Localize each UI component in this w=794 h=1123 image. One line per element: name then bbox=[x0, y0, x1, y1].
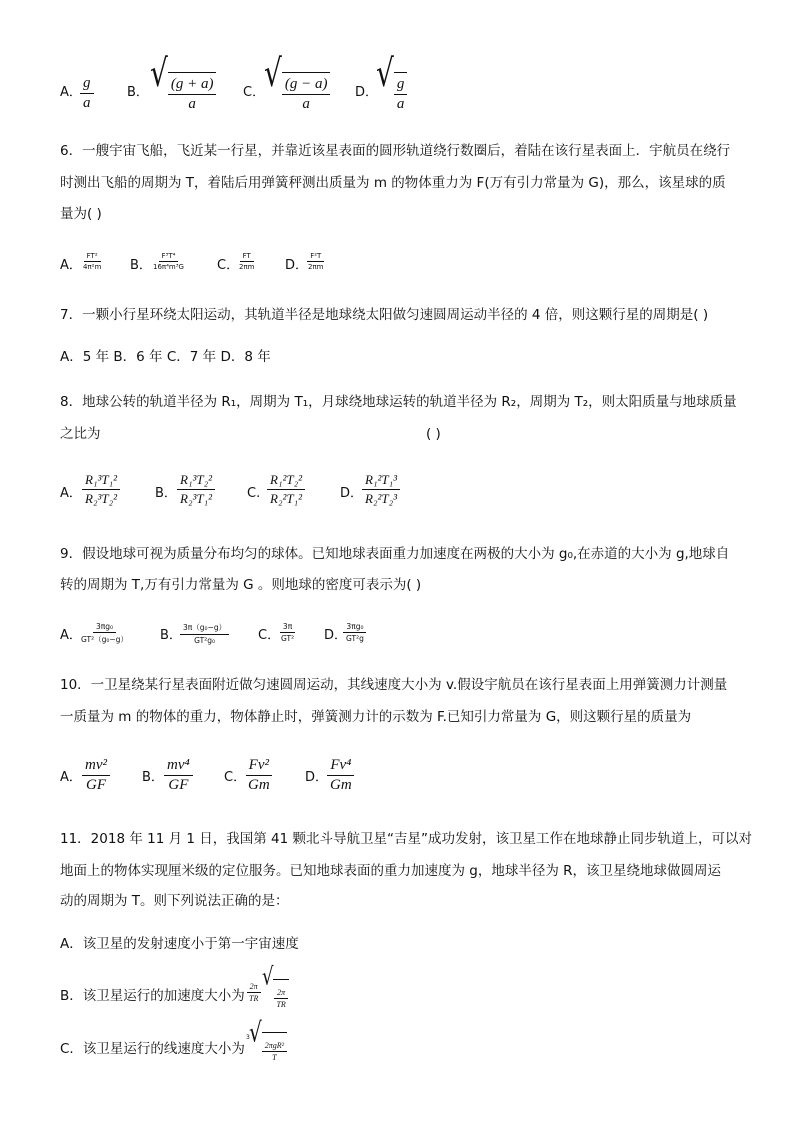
q10-option-c-label: C． bbox=[224, 770, 247, 785]
fraction-numerator: g bbox=[394, 76, 408, 95]
q5-option-c-label: C． bbox=[243, 85, 266, 100]
q8-answer-blank: ( ) bbox=[426, 426, 441, 442]
q5-option-d-fraction bbox=[394, 76, 408, 113]
fraction-numerator: 2π bbox=[274, 988, 288, 999]
q6-option-b-label: B． bbox=[130, 258, 152, 273]
q6-option-c-label: C． bbox=[217, 258, 240, 273]
fraction-denominator: GT²g bbox=[346, 634, 364, 643]
q11-stem-line-1: 11．2018 年 11 月 1 日，我国第 41 颗北斗导航卫星“吉星”成功发射，该卫星工作在地球静止同步轨道上，可以对 bbox=[60, 831, 753, 847]
fraction-denominator: 16π⁴m³G bbox=[153, 263, 184, 271]
q11-option-c-cube-root bbox=[249, 1016, 287, 1062]
fraction-denominator: GT² bbox=[281, 634, 295, 643]
q9-option-c-fraction bbox=[278, 622, 297, 643]
q11-option-b: B．该卫星运行的加速度大小为 bbox=[60, 988, 245, 1004]
fraction-numerator: FT² bbox=[84, 252, 101, 262]
q11-option-b-fraction-1 bbox=[246, 982, 261, 1003]
q7-options: A．5 年 B．6 年 C．7 年 D．8 年 bbox=[60, 349, 271, 365]
q6-option-d-fraction bbox=[305, 252, 327, 271]
fraction-numerator: R₁²T₁³ bbox=[362, 472, 400, 490]
q5-option-b-sqrt bbox=[150, 50, 216, 113]
q5-option-a-label: A． bbox=[60, 85, 82, 100]
q11-option-b-fraction-2 bbox=[273, 988, 288, 1009]
q8-option-a-label: A． bbox=[60, 486, 82, 501]
fraction-denominator: TR bbox=[276, 1000, 286, 1009]
fraction-denominator: T bbox=[272, 1053, 277, 1062]
q9-option-b-label: B． bbox=[160, 628, 182, 643]
fraction-denominator: R₂²T₂³ bbox=[365, 491, 398, 506]
fraction-denominator: R₂³T₂² bbox=[85, 491, 118, 506]
fraction-denominator: 2πm bbox=[308, 263, 324, 271]
fraction-denominator: R₂³T₁² bbox=[180, 491, 213, 506]
fraction-numerator: R₁³T₂² bbox=[177, 472, 215, 490]
radical-sign: √ bbox=[262, 963, 274, 992]
fraction-denominator: GT²g₀ bbox=[194, 636, 215, 645]
fraction-numerator: 3πg₀ bbox=[343, 622, 366, 633]
q11-option-a: A．该卫星的发射速度小于第一宇宙速度 bbox=[60, 936, 299, 952]
q9-option-d-label: D． bbox=[324, 628, 348, 643]
q8-stem-line-1: 8．地球公转的轨道半径为 R₁，周期为 T₁，月球绕地球运转的轨道半径为 R₂，周期为 T₂，则太阳质量与地球质量 bbox=[60, 394, 737, 410]
q6-option-d-label: D． bbox=[285, 258, 309, 273]
q11-option-c-root-index: 3 bbox=[246, 1034, 250, 1041]
q8-stem-line-2: 之比为 bbox=[60, 426, 101, 442]
q8-option-d-fraction bbox=[362, 472, 400, 507]
q6-option-a-fraction bbox=[80, 252, 104, 271]
radical-sign: √ bbox=[150, 50, 168, 96]
q11-option-c: C．该卫星运行的线速度大小为 bbox=[60, 1041, 245, 1057]
fraction-numerator: (g + a) bbox=[168, 76, 217, 95]
q5-option-d-sqrt bbox=[376, 50, 407, 113]
fraction-numerator: mv² bbox=[82, 757, 110, 776]
q5-option-b-fraction bbox=[168, 76, 217, 113]
q6-option-b-fraction bbox=[150, 252, 187, 271]
q6-option-c-fraction bbox=[236, 252, 258, 271]
q6-stem-line-2: 时测出飞船的周期为 T，着陆后用弹簧秤测出质量为 m 的物体重力为 F(万有引力常量为 G)，那么，该星球的质 bbox=[60, 175, 726, 191]
q10-stem-line-2: 一质量为 m 的物体的重力，物体静止时，弹簧测力计的示数为 F.已知引力常量为 G，则这颗行星的质量为 bbox=[60, 709, 692, 725]
fraction-numerator: Fv² bbox=[246, 757, 272, 776]
fraction-denominator: GT²（g₀−g） bbox=[81, 635, 128, 644]
fraction-numerator: R₁²T₂² bbox=[267, 472, 305, 490]
q10-option-a-fraction bbox=[82, 757, 110, 794]
fraction-denominator: TR bbox=[249, 994, 259, 1003]
fraction-numerator: Fv⁴ bbox=[327, 757, 354, 776]
radical-sign: √ bbox=[264, 50, 282, 96]
q10-option-d-fraction bbox=[327, 757, 355, 794]
q11-stem-line-3: 动的周期为 T。则下列说法正确的是： bbox=[60, 893, 289, 909]
fraction-numerator: (g − a) bbox=[282, 76, 331, 95]
fraction-denominator: Gm bbox=[248, 777, 270, 793]
fraction-denominator: GF bbox=[168, 777, 189, 793]
q8-option-c-fraction bbox=[267, 472, 305, 507]
fraction-denominator: a bbox=[396, 96, 405, 112]
fraction-denominator: 4π²m bbox=[83, 263, 102, 271]
q6-stem-line-1: 6．一艘宇宙飞船，飞近某一行星，并靠近该星表面的圆形轨道绕行数圈后，着陆在该行星表面上．宇航员在绕行 bbox=[60, 143, 731, 159]
q8-option-b-fraction bbox=[177, 472, 215, 507]
q11-option-b-sqrt bbox=[262, 963, 289, 1009]
fraction-numerator: 3π（g₀−g） bbox=[180, 622, 229, 635]
q6-stem-line-3: 量为( ) bbox=[60, 206, 102, 222]
fraction-numerator: 2π bbox=[247, 982, 261, 993]
radical-sign: √ bbox=[376, 50, 394, 96]
q5-option-d-label: D． bbox=[355, 85, 379, 100]
fraction-numerator: 3π bbox=[280, 622, 295, 633]
q9-stem-line-1: 9．假设地球可视为质量分布均匀的球体。已知地球表面重力加速度在两极的大小为 g₀,在赤道的大小为 g,地球自 bbox=[60, 546, 730, 562]
q6-option-a-label: A． bbox=[60, 258, 82, 273]
radical-sign: √ bbox=[249, 1016, 262, 1049]
fraction-denominator: 2πm bbox=[239, 263, 255, 271]
fraction-numerator: g bbox=[80, 75, 94, 94]
fraction-numerator: 2πgR² bbox=[262, 1041, 287, 1052]
q5-option-a-fraction bbox=[80, 75, 94, 112]
q10-option-b-label: B． bbox=[142, 770, 164, 785]
fraction-numerator: mv⁴ bbox=[164, 757, 193, 776]
q10-option-d-label: D． bbox=[305, 770, 329, 785]
q9-option-d-fraction bbox=[343, 622, 367, 643]
q8-option-b-label: B． bbox=[155, 486, 177, 501]
q8-option-c-label: C. bbox=[247, 486, 261, 501]
fraction-denominator: a bbox=[188, 96, 196, 112]
q9-option-c-label: C． bbox=[258, 628, 281, 643]
fraction-denominator: a bbox=[302, 96, 310, 112]
fraction-denominator: a bbox=[83, 95, 91, 111]
q8-option-a-fraction bbox=[82, 472, 120, 507]
q9-option-b-fraction bbox=[180, 622, 229, 645]
fraction-numerator: F²T bbox=[307, 252, 324, 262]
fraction-denominator: Gm bbox=[330, 777, 352, 793]
q5-option-c-fraction bbox=[282, 76, 331, 113]
q9-option-a-label: A． bbox=[60, 628, 82, 643]
fraction-numerator: FT bbox=[240, 252, 254, 262]
q10-option-c-fraction bbox=[245, 757, 273, 794]
q9-stem-line-2: 转的周期为 T,万有引力常量为 G 。则地球的密度可表示为( ) bbox=[60, 577, 422, 593]
fraction-denominator: GF bbox=[86, 777, 106, 793]
q10-option-a-label: A． bbox=[60, 770, 82, 785]
fraction-numerator: F³T⁴ bbox=[159, 252, 179, 262]
q11-option-c-fraction bbox=[262, 1041, 287, 1062]
q5-option-b-label: B． bbox=[127, 85, 149, 100]
q8-option-d-label: D． bbox=[340, 486, 364, 501]
q7-stem-line-1: 7．一颗小行星环绕太阳运动，其轨道半径是地球绕太阳做匀速圆周运动半径的 4 倍，则这颗行星的周期是( ) bbox=[60, 307, 709, 323]
q5-option-c-sqrt bbox=[264, 50, 330, 113]
fraction-denominator: R₂²T₁² bbox=[270, 491, 303, 506]
q9-option-a-fraction bbox=[78, 622, 131, 645]
fraction-numerator: R₁³T₁² bbox=[82, 472, 120, 490]
q11-stem-line-2: 地面上的物体实现厘米级的定位服务。已知地球表面的重力加速度为 g，地球半径为 R，该卫星绕地球做圆周运 bbox=[60, 863, 722, 879]
fraction-numerator: 3πg₀ bbox=[93, 622, 116, 633]
q10-option-b-fraction bbox=[164, 757, 193, 794]
q10-stem-line-1: 10．一卫星绕某行星表面附近做匀速圆周运动，其线速度大小为 v.假设宇航员在该行星表面上用弹簧测力计测量 bbox=[60, 677, 728, 693]
